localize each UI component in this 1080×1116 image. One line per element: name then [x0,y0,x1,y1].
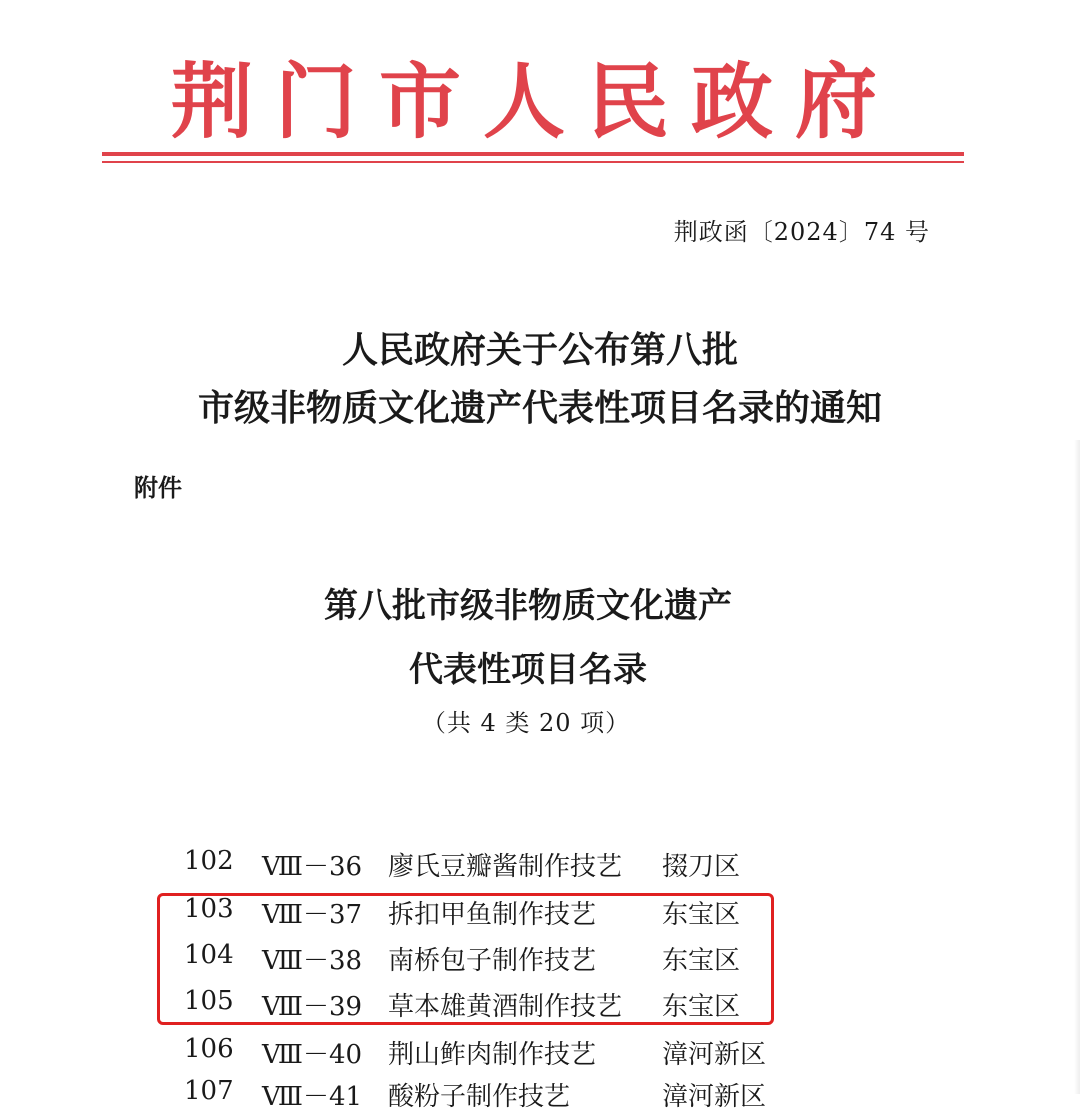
government-header-title: 荆门市人民政府 [170,54,899,150]
header-red-rule-thin [102,161,964,163]
row-project-name: 荆山鲊肉制作技艺 [388,1040,597,1070]
row-code: Ⅷ－41 [262,1082,363,1112]
document-number: 荆政函〔2024〕74 号 [673,218,930,246]
row-district: 掇刀区 [662,852,741,882]
row-code: Ⅷ－40 [262,1040,363,1070]
row-district: 漳河新区 [662,1082,767,1112]
row-number: 103 [184,894,234,924]
table-row [0,1076,1080,1116]
list-title-line-1: 第八批市级非物质文化遗产 [324,586,732,626]
row-code: Ⅷ－37 [262,900,363,930]
row-district: 东宝区 [662,946,741,976]
row-project-name: 草本雄黄酒制作技艺 [388,992,623,1022]
header-red-rule-thick [102,152,964,156]
paper-edge [1074,440,1080,1094]
notice-title-line-2: 市级非物质文化遗产代表性项目名录的通知 [197,388,882,429]
row-project-name: 酸粉子制作技艺 [388,1082,571,1112]
notice-title-line-1: 人民政府关于公布第八批 [341,330,738,371]
row-project-name: 廖氏豆瓣酱制作技艺 [388,852,623,882]
row-code: Ⅷ－39 [262,992,363,1022]
row-code: Ⅷ－38 [262,946,363,976]
row-project-name: 拆扣甲鱼制作技艺 [388,900,597,930]
row-number: 104 [184,940,234,970]
list-title-line-2: 代表性项目名录 [409,650,647,690]
list-item-count: （共 4 类 20 项） [421,709,631,737]
row-number: 107 [184,1076,234,1106]
table-row [0,1034,1080,1074]
row-code: Ⅷ－36 [262,852,363,882]
row-district: 东宝区 [662,900,741,930]
row-district: 东宝区 [662,992,741,1022]
attachment-label: 附件 [134,474,182,502]
row-project-name: 南桥包子制作技艺 [388,946,597,976]
row-number: 105 [184,986,234,1016]
row-district: 漳河新区 [662,1040,767,1070]
highlight-box [157,893,774,1025]
table-row [0,846,1080,886]
row-number: 102 [184,846,234,876]
row-number: 106 [184,1034,234,1064]
